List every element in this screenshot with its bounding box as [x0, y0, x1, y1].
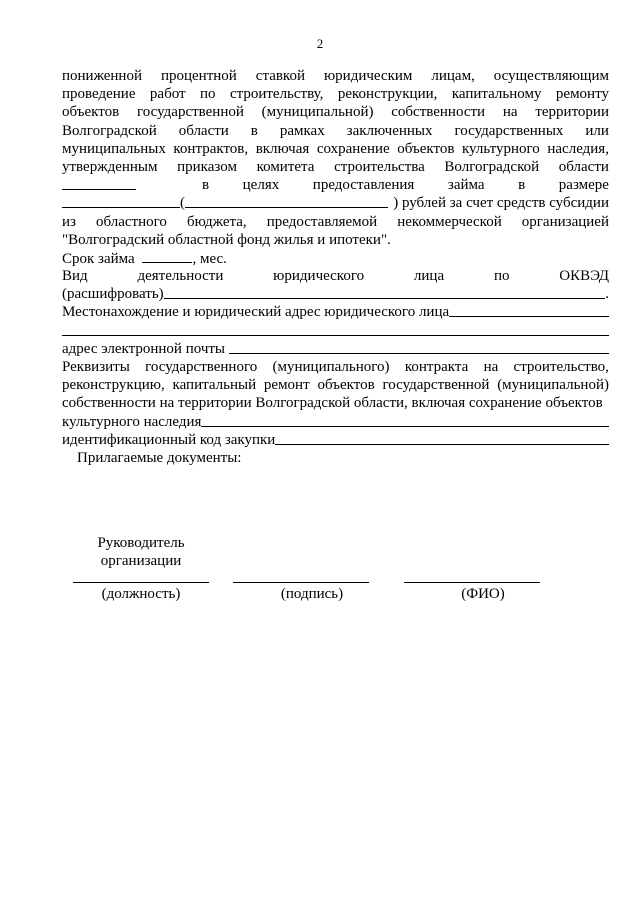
- full-name-signature-line[interactable]: [404, 582, 540, 583]
- order-details-blank[interactable]: [62, 176, 136, 190]
- word: предоставления: [312, 177, 415, 194]
- paragraph-line-9: [62, 213, 609, 231]
- paragraph-line-7: [62, 176, 609, 194]
- loan-term-suffix: , мес.: [192, 250, 227, 267]
- position-signature-line[interactable]: [73, 582, 209, 583]
- contract-line-4: [62, 413, 609, 431]
- word: реконструкцию,: [62, 377, 165, 394]
- word: заключенных: [346, 122, 433, 139]
- word: в: [250, 122, 258, 139]
- loan-term-blank[interactable]: [142, 249, 192, 263]
- procurement-code-blank[interactable]: [275, 431, 609, 445]
- word: ставкой: [255, 68, 305, 84]
- signature-caption: (подпись): [280, 586, 344, 602]
- cultural-heritage-label: культурного наследия: [62, 413, 202, 430]
- word: объектов: [62, 104, 120, 121]
- paragraph-line-5: [62, 140, 609, 158]
- procurement-row: [62, 431, 609, 449]
- word: Волгоградской: [444, 158, 540, 175]
- word: строительство,: [513, 359, 609, 375]
- word: капитальный: [172, 377, 257, 394]
- word: объектов: [317, 377, 375, 394]
- paragraph-line-10: "Волгоградский областной фонд жилья и ипотеки".: [62, 231, 391, 248]
- word: юридического: [273, 268, 365, 285]
- word: территории: [535, 104, 609, 121]
- position-caption: (должность): [101, 586, 181, 602]
- paragraph-line-2: [62, 85, 609, 103]
- word: ОКВЭД: [559, 268, 609, 285]
- word: комитета: [256, 158, 315, 175]
- word: капитальному: [451, 86, 542, 103]
- activity-okved-row: [62, 267, 609, 285]
- attachments-label: Прилагаемые документы:: [77, 450, 242, 466]
- full-name-caption: (ФИО): [461, 586, 505, 602]
- location-continuation-row: [62, 322, 609, 340]
- loan-amount-figures-blank[interactable]: [62, 194, 180, 208]
- contract-line-3: собственности на территории Волгоградской области, включая сохранение объектов: [62, 395, 603, 412]
- word: строительства: [334, 158, 425, 175]
- location-row: [62, 303, 609, 321]
- signatory-line-2: организации: [100, 553, 182, 569]
- loan-term-label: Срок займа: [62, 250, 135, 267]
- word: предоставляемой: [266, 213, 378, 230]
- word: Волгоградской: [62, 122, 157, 139]
- contract-line-2: [62, 376, 609, 394]
- word: государственных: [454, 122, 564, 139]
- contract-details-blank[interactable]: [201, 413, 609, 427]
- paragraph-line-8: [62, 194, 609, 212]
- word: организацией: [521, 213, 609, 230]
- email-row: [62, 340, 609, 358]
- signatory-line-1: Руководитель: [97, 535, 185, 551]
- word: собственности: [391, 104, 486, 121]
- loan-amount-suffix: ) рублей за счет средств субсидии: [393, 195, 609, 212]
- word: некоммерческой: [397, 213, 502, 230]
- word: работ: [149, 86, 186, 103]
- word: Вид: [62, 268, 88, 285]
- word: деятельности: [137, 268, 224, 285]
- word: займа: [447, 177, 485, 194]
- paragraph-line-6: [62, 158, 609, 176]
- word: на: [502, 104, 518, 121]
- location-continuation-blank[interactable]: [62, 322, 609, 336]
- email-label: адрес электронной почты: [62, 340, 226, 357]
- signatory-title: [78, 534, 204, 570]
- decode-end: .: [605, 286, 609, 303]
- word: проведение: [62, 86, 136, 103]
- word: областного: [96, 213, 167, 230]
- word: включая: [255, 140, 310, 157]
- loan-amount-words-blank[interactable]: [185, 194, 388, 208]
- word: реконструкции,: [337, 86, 438, 103]
- paragraph-line-7-words: [136, 176, 609, 194]
- word: бюджета,: [186, 213, 247, 230]
- word: ремонт: [263, 377, 310, 394]
- paragraph-line-4: [62, 122, 609, 140]
- word: области: [178, 122, 229, 139]
- location-blank[interactable]: [449, 303, 609, 317]
- word: государственного: [145, 359, 258, 375]
- email-blank[interactable]: [229, 340, 609, 354]
- word: Реквизиты: [62, 359, 130, 375]
- word: муниципальных: [62, 140, 166, 157]
- word: в: [518, 177, 526, 194]
- location-label: Местонахождение и юридический адрес юридического лица: [62, 304, 450, 321]
- word: по: [493, 268, 510, 285]
- decode-blank[interactable]: [164, 285, 606, 299]
- word: целях: [242, 177, 280, 194]
- word: размере: [558, 177, 609, 194]
- word: (муниципальной): [497, 377, 609, 394]
- word: рамках: [279, 122, 325, 139]
- word: лицам,: [431, 68, 475, 84]
- word: государственной: [136, 104, 244, 121]
- decode-label: (расшифровать): [62, 286, 164, 303]
- word: объектов: [397, 140, 455, 157]
- word: пониженной: [62, 68, 142, 84]
- word: контрактов,: [173, 140, 249, 157]
- word: строительству,: [229, 86, 324, 103]
- word: в: [202, 177, 210, 194]
- loan-term-row: [62, 249, 609, 267]
- word: процентной: [160, 68, 237, 84]
- word: области: [558, 158, 609, 175]
- procurement-code-label: идентификационный код закупки: [62, 431, 276, 448]
- word: государственной: [382, 377, 490, 394]
- word: по: [199, 86, 216, 103]
- word: юридическим: [323, 68, 413, 84]
- application-body: [62, 67, 609, 449]
- word: контракта: [404, 359, 469, 375]
- word: ремонту: [555, 86, 609, 103]
- word: или: [585, 122, 609, 139]
- word: наследия,: [547, 140, 609, 157]
- word: утвержденным: [62, 158, 158, 175]
- loan-amount-open-paren: (: [180, 195, 185, 212]
- word: сохранение: [316, 140, 390, 157]
- word: (муниципальной): [261, 104, 374, 121]
- signature-line[interactable]: [233, 582, 369, 583]
- page-number: 2: [316, 36, 324, 51]
- word: осуществляющим: [493, 68, 609, 84]
- word: на: [483, 359, 499, 375]
- contract-line-1: [62, 358, 609, 376]
- word: приказом: [177, 158, 237, 175]
- word: из: [62, 213, 76, 230]
- word: (муниципального): [272, 359, 390, 375]
- decode-row: [62, 285, 609, 303]
- word: лица: [413, 268, 445, 285]
- paragraph-line-3: [62, 103, 609, 121]
- word: культурного: [461, 140, 540, 157]
- paragraph-line-1: [62, 67, 609, 85]
